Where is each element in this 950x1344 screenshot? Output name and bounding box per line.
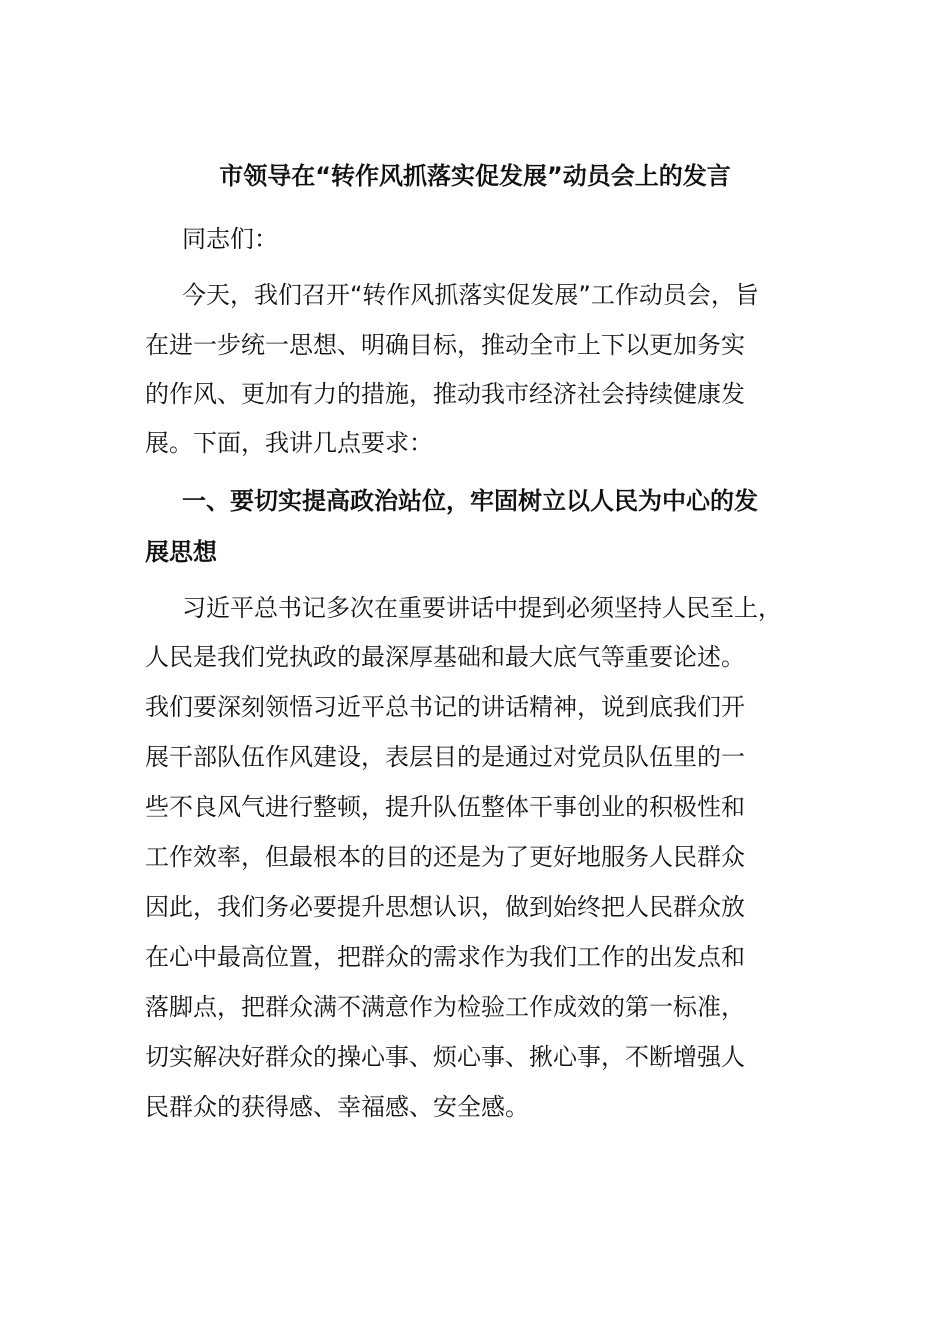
- paragraph-line: 落脚点，把群众满不满意作为检验工作成效的第一标准，: [145, 993, 745, 1021]
- paragraph-line: 展干部队伍作风建设，表层目的是通过对党员队伍里的一: [145, 743, 745, 771]
- salutation: 同志们：: [182, 225, 278, 253]
- paragraph-line: 切实解决好群众的操心事、烦心事、揪心事，不断增强人: [145, 1043, 745, 1071]
- paragraph-line: 因此，我们务必要提升思想认识，做到始终把人民群众放: [145, 893, 745, 921]
- paragraph-line: 展。下面，我讲几点要求：: [145, 429, 433, 457]
- paragraph-line: 的作风、更加有力的措施，推动我市经济社会持续健康发: [145, 380, 745, 408]
- paragraph-line: 民群众的获得感、幸福感、安全感。: [145, 1093, 529, 1121]
- section-heading-line: 一、要切实提高政治站位，牢固树立以人民为中心的发: [182, 487, 758, 515]
- paragraph-line: 工作效率，但最根本的目的还是为了更好地服务人民群众: [145, 843, 745, 871]
- paragraph-line: 我们要深刻领悟习近平总书记的讲话精神，说到底我们开: [145, 693, 745, 721]
- section-heading-line: 展思想: [145, 538, 217, 566]
- paragraph-line: 今天，我们召开“转作风抓落实促发展”工作动员会，旨: [182, 281, 759, 309]
- document-title: 市领导在“转作风抓落实促发展”动员会上的发言: [219, 162, 731, 190]
- paragraph-line: 习近平总书记多次在重要讲话中提到必须坚持人民至上，: [182, 594, 782, 622]
- paragraph-line: 在进一步统一思想、明确目标，推动全市上下以更加务实: [145, 331, 745, 359]
- paragraph-line: 在心中最高位置，把群众的需求作为我们工作的出发点和: [145, 943, 745, 971]
- paragraph-line: 人民是我们党执政的最深厚基础和最大底气等重要论述。: [145, 643, 745, 671]
- paragraph-line: 些不良风气进行整顿，提升队伍整体干事创业的积极性和: [145, 793, 745, 821]
